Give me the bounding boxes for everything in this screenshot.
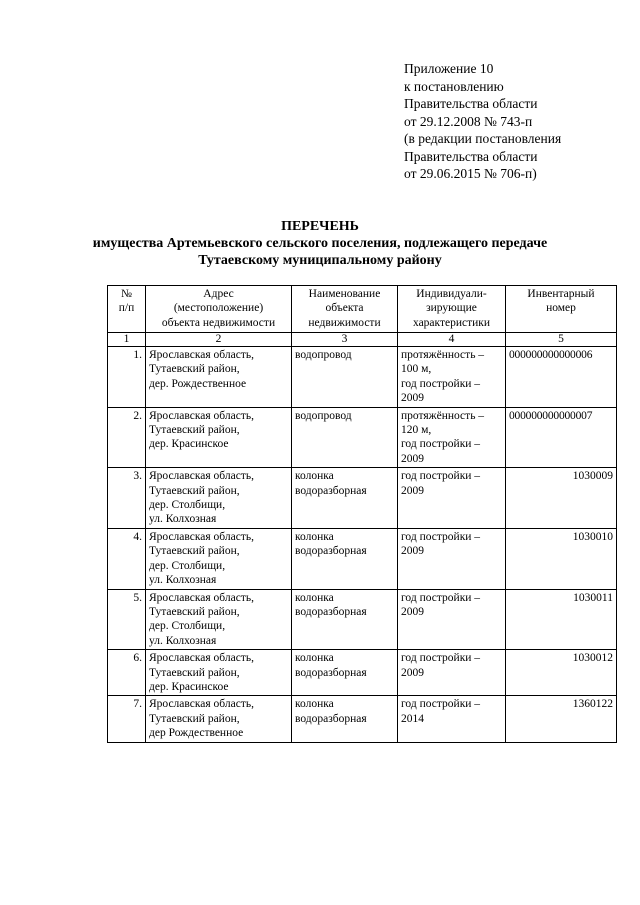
inventory-number: 000000000000006 bbox=[506, 347, 617, 408]
cell-line: колонка bbox=[295, 530, 334, 543]
cell-line: колонка bbox=[295, 698, 334, 711]
column-header bbox=[506, 286, 617, 333]
table-body bbox=[108, 333, 617, 743]
cell-line: 100 м, bbox=[401, 363, 432, 376]
column-number: 2 bbox=[146, 333, 292, 347]
address-cell bbox=[146, 696, 292, 742]
cell-line: 2009 bbox=[401, 392, 424, 405]
cell-line: колонка bbox=[295, 591, 334, 604]
appendix-line: (в редакции постановления bbox=[404, 131, 562, 146]
table-row bbox=[108, 528, 617, 589]
table-row bbox=[108, 407, 617, 468]
row-number: 2. bbox=[108, 407, 146, 468]
cell-line: водопровод bbox=[295, 409, 352, 422]
cell-line: дер. Столбищи, bbox=[149, 559, 226, 572]
characteristics-cell bbox=[398, 650, 506, 696]
cell-line: 2009 bbox=[401, 545, 424, 558]
table-header bbox=[108, 286, 617, 333]
property-table bbox=[107, 285, 617, 743]
characteristics-cell bbox=[398, 347, 506, 408]
cell-line: год постройки – bbox=[401, 698, 481, 711]
column-number-row bbox=[108, 333, 617, 347]
inventory-number: 1030009 bbox=[506, 468, 617, 529]
column-number: 5 bbox=[506, 333, 617, 347]
cell-line: ул. Колхозная bbox=[149, 513, 217, 526]
header-row bbox=[108, 286, 617, 333]
cell-line: водопровод bbox=[295, 349, 352, 361]
table-row bbox=[108, 347, 617, 408]
appendix-note bbox=[404, 60, 561, 183]
cell-line: год постройки – bbox=[401, 438, 481, 451]
cell-line: Тутаевский район, bbox=[149, 424, 240, 437]
cell-line: Ярославская область, bbox=[149, 652, 254, 665]
address-cell bbox=[146, 528, 292, 589]
address-cell bbox=[146, 468, 292, 529]
cell-line: водоразборная bbox=[295, 666, 367, 679]
cell-line: ул. Колхозная bbox=[149, 634, 217, 647]
cell-line: Инвентарный bbox=[527, 288, 595, 300]
column-header bbox=[146, 286, 292, 333]
cell-line: Тутаевский район, bbox=[149, 712, 240, 725]
table-row bbox=[108, 650, 617, 696]
address-cell bbox=[146, 589, 292, 650]
cell-line: дер. Столбищи, bbox=[149, 499, 226, 512]
appendix-line: к постановлению bbox=[404, 78, 504, 94]
cell-line: Ярославская область, bbox=[149, 349, 254, 361]
cell-line: п/п bbox=[118, 302, 135, 315]
row-number: 6. bbox=[108, 650, 146, 696]
table-row bbox=[108, 696, 617, 742]
cell-line: Ярославская область, bbox=[149, 591, 254, 604]
cell-line: год постройки – bbox=[401, 591, 481, 604]
address-cell bbox=[146, 650, 292, 696]
cell-line: Адрес bbox=[203, 288, 234, 300]
cell-line: ул. Колхозная bbox=[149, 574, 217, 587]
document-heading bbox=[0, 218, 640, 269]
object-name-cell bbox=[292, 589, 398, 650]
cell-line: Ярославская область, bbox=[149, 530, 254, 543]
cell-line: год постройки – bbox=[401, 470, 481, 483]
object-name-cell bbox=[292, 347, 398, 408]
row-number: 4. bbox=[108, 528, 146, 589]
cell-line: 2009 bbox=[401, 666, 424, 679]
cell-line: колонка bbox=[295, 470, 334, 483]
column-header bbox=[398, 286, 506, 333]
characteristics-cell bbox=[398, 528, 506, 589]
characteristics-cell bbox=[398, 696, 506, 742]
cell-line: водоразборная bbox=[295, 605, 367, 618]
characteristics-cell bbox=[398, 468, 506, 529]
cell-line: 2009 bbox=[401, 484, 424, 497]
cell-line: год постройки – bbox=[401, 530, 481, 543]
column-number: 3 bbox=[292, 333, 398, 347]
appendix-line: Правительства области bbox=[404, 96, 538, 111]
address-cell bbox=[146, 347, 292, 408]
cell-line: недвижимости bbox=[308, 316, 381, 329]
table-row bbox=[108, 468, 617, 529]
cell-line: Индивидуали- bbox=[416, 288, 487, 300]
cell-line: год постройки – bbox=[401, 652, 481, 665]
cell-line: год постройки – bbox=[401, 377, 481, 390]
cell-line: номер bbox=[546, 302, 576, 315]
cell-line: 2009 bbox=[401, 452, 424, 465]
object-name-cell bbox=[292, 696, 398, 742]
cell-line: дер. Красинское bbox=[149, 438, 229, 451]
row-number: 3. bbox=[108, 468, 146, 529]
cell-line: протяжённость – bbox=[401, 409, 485, 422]
document-subtitle-line: Тутаевскому муниципальному району bbox=[198, 253, 442, 268]
characteristics-cell bbox=[398, 407, 506, 468]
cell-line: Наименование bbox=[308, 288, 381, 300]
row-number: 7. bbox=[108, 696, 146, 742]
object-name-cell bbox=[292, 407, 398, 468]
table-row bbox=[108, 589, 617, 650]
inventory-number: 1030012 bbox=[506, 650, 617, 696]
object-name-cell bbox=[292, 528, 398, 589]
cell-line: (местоположение) bbox=[173, 302, 264, 315]
appendix-line: от 29.12.2008 № 743-п bbox=[404, 113, 533, 129]
cell-line: Ярославская область, bbox=[149, 698, 254, 711]
cell-line: Тутаевский район, bbox=[149, 363, 240, 376]
cell-line: дер. Столбищи, bbox=[149, 620, 226, 633]
document-title: ПЕРЕЧЕНЬ bbox=[281, 219, 359, 234]
cell-line: Ярославская область, bbox=[149, 470, 254, 483]
appendix-line: Правительства области bbox=[404, 148, 538, 164]
row-number: 1. bbox=[108, 347, 146, 408]
column-number: 4 bbox=[398, 333, 506, 347]
appendix-line: от 29.06.2015 № 706-п) bbox=[404, 166, 537, 181]
cell-line: дер. Рождественное bbox=[149, 377, 247, 390]
cell-line: колонка bbox=[295, 652, 334, 665]
cell-line: № bbox=[121, 288, 132, 300]
cell-line: объекта bbox=[325, 302, 364, 315]
column-header bbox=[108, 286, 146, 333]
cell-line: дер Рождественное bbox=[149, 727, 244, 740]
cell-line: Ярославская область, bbox=[149, 409, 254, 422]
object-name-cell bbox=[292, 468, 398, 529]
object-name-cell bbox=[292, 650, 398, 696]
cell-line: Тутаевский район, bbox=[149, 545, 240, 558]
cell-line: Тутаевский район, bbox=[149, 605, 240, 618]
cell-line: водоразборная bbox=[295, 545, 367, 558]
inventory-number: 000000000000007 bbox=[506, 407, 617, 468]
inventory-number: 1030010 bbox=[506, 528, 617, 589]
appendix-line: Приложение 10 bbox=[404, 61, 494, 76]
cell-line: протяжённость – bbox=[401, 349, 485, 361]
cell-line: характеристики bbox=[412, 316, 491, 329]
cell-line: Тутаевский район, bbox=[149, 666, 240, 679]
cell-line: зирующие bbox=[426, 302, 477, 315]
document-subtitle-line: имущества Артемьевского сельского поселения, подлежащего передаче bbox=[92, 236, 548, 251]
row-number: 5. bbox=[108, 589, 146, 650]
inventory-number: 1360122 bbox=[506, 696, 617, 742]
cell-line: дер. Красинское bbox=[149, 680, 229, 693]
characteristics-cell bbox=[398, 589, 506, 650]
cell-line: 2014 bbox=[401, 712, 424, 725]
inventory-number: 1030011 bbox=[506, 589, 617, 650]
cell-line: 2009 bbox=[401, 605, 424, 618]
cell-line: Тутаевский район, bbox=[149, 484, 240, 497]
column-header bbox=[292, 286, 398, 333]
column-number: 1 bbox=[108, 333, 146, 347]
cell-line: водоразборная bbox=[295, 484, 367, 497]
cell-line: водоразборная bbox=[295, 712, 367, 725]
address-cell bbox=[146, 407, 292, 468]
cell-line: объекта недвижимости bbox=[161, 316, 276, 329]
cell-line: 120 м, bbox=[401, 424, 432, 437]
